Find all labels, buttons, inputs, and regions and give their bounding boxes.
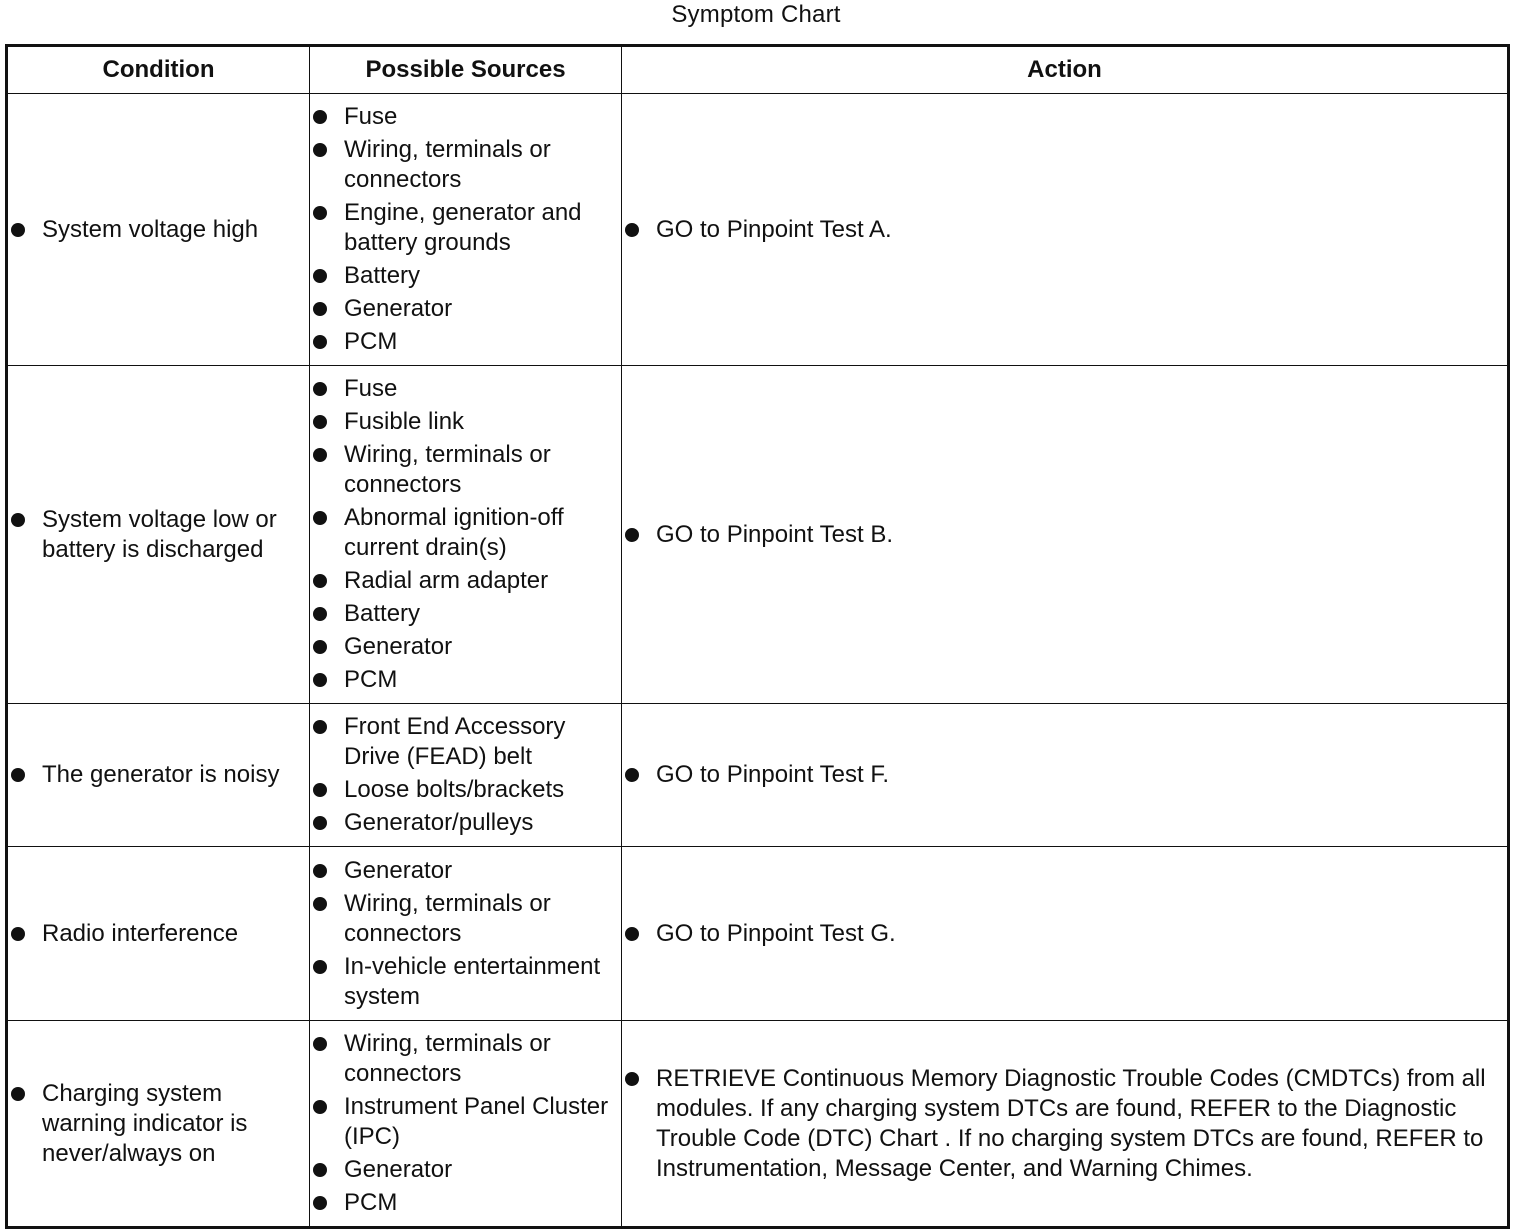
condition-cell — [7, 704, 310, 847]
table-row — [7, 847, 1509, 1021]
source-item: Wiring, terminals or connectors — [310, 440, 621, 500]
action-cell — [622, 94, 1509, 366]
table-row — [7, 1021, 1509, 1228]
condition-list — [8, 1079, 309, 1169]
source-item: Fusible link — [310, 407, 621, 437]
source-item: Wiring, terminals or connectors — [310, 135, 621, 195]
sources-list — [310, 856, 621, 1012]
action-cell — [622, 704, 1509, 847]
source-item: PCM — [310, 327, 621, 357]
condition-list — [8, 919, 309, 949]
action-list — [622, 760, 1507, 790]
action-text: GO to Pinpoint Test A. — [622, 215, 1507, 245]
sources-list — [310, 712, 621, 838]
condition-cell — [7, 366, 310, 704]
action-text: GO to Pinpoint Test B. — [622, 520, 1507, 550]
condition-cell — [7, 847, 310, 1021]
sources-cell — [310, 704, 622, 847]
source-item: Fuse — [310, 102, 621, 132]
source-item: Wiring, terminals or connectors — [310, 1029, 621, 1089]
condition-list — [8, 760, 309, 790]
source-item: PCM — [310, 1188, 621, 1218]
sources-list — [310, 374, 621, 695]
condition-text: The generator is noisy — [8, 760, 309, 790]
source-item: Abnormal ignition-off current drain(s) — [310, 503, 621, 563]
condition-text: Radio interference — [8, 919, 309, 949]
header-row — [7, 46, 1509, 94]
source-item: Battery — [310, 599, 621, 629]
header-possible-sources: Possible Sources — [310, 46, 622, 94]
source-item: Instrument Panel Cluster (IPC) — [310, 1092, 621, 1152]
symptom-table — [5, 44, 1510, 1229]
action-text: GO to Pinpoint Test G. — [622, 919, 1507, 949]
source-item: Generator — [310, 856, 621, 886]
action-list — [622, 215, 1507, 245]
condition-list — [8, 505, 309, 565]
source-item: Radial arm adapter — [310, 566, 621, 596]
header-action: Action — [622, 46, 1509, 94]
action-text: RETRIEVE Continuous Memory Diagnostic Trouble Codes (CMDTCs) from all modules. If any charging system DTCs are found, REFER to the Diagnostic Trouble Code (DTC) Chart . If no charging system DTCs are found, REFER to Instrumentation, Message Center, and Warning Chimes. — [622, 1064, 1507, 1184]
action-list — [622, 520, 1507, 550]
condition-cell — [7, 94, 310, 366]
source-item: Wiring, terminals or connectors — [310, 889, 621, 949]
action-list — [622, 1064, 1507, 1184]
table-row — [7, 366, 1509, 704]
source-item: Generator — [310, 294, 621, 324]
action-list — [622, 919, 1507, 949]
source-item: Fuse — [310, 374, 621, 404]
sources-cell — [310, 366, 622, 704]
header-condition: Condition — [7, 46, 310, 94]
sources-cell — [310, 94, 622, 366]
sources-list — [310, 1029, 621, 1218]
source-item: In-vehicle entertainment system — [310, 952, 621, 1012]
action-cell — [622, 1021, 1509, 1228]
source-item: Front End Accessory Drive (FEAD) belt — [310, 712, 621, 772]
sources-cell — [310, 1021, 622, 1228]
source-item: PCM — [310, 665, 621, 695]
source-item: Generator/pulleys — [310, 808, 621, 838]
table-row — [7, 704, 1509, 847]
action-text: GO to Pinpoint Test F. — [622, 760, 1507, 790]
sources-cell — [310, 847, 622, 1021]
sources-list — [310, 102, 621, 357]
source-item: Loose bolts/brackets — [310, 775, 621, 805]
condition-list — [8, 215, 309, 245]
condition-text: System voltage high — [8, 215, 309, 245]
condition-cell — [7, 1021, 310, 1228]
condition-text: Charging system warning indicator is never/always on — [8, 1079, 309, 1169]
page-title: Symptom Chart — [671, 1, 841, 28]
table-row — [7, 94, 1509, 366]
action-cell — [622, 847, 1509, 1021]
source-item: Engine, generator and battery grounds — [310, 198, 621, 258]
condition-text: System voltage low or battery is discharged — [8, 505, 309, 565]
source-item: Battery — [310, 261, 621, 291]
source-item: Generator — [310, 1155, 621, 1185]
action-cell — [622, 366, 1509, 704]
source-item: Generator — [310, 632, 621, 662]
